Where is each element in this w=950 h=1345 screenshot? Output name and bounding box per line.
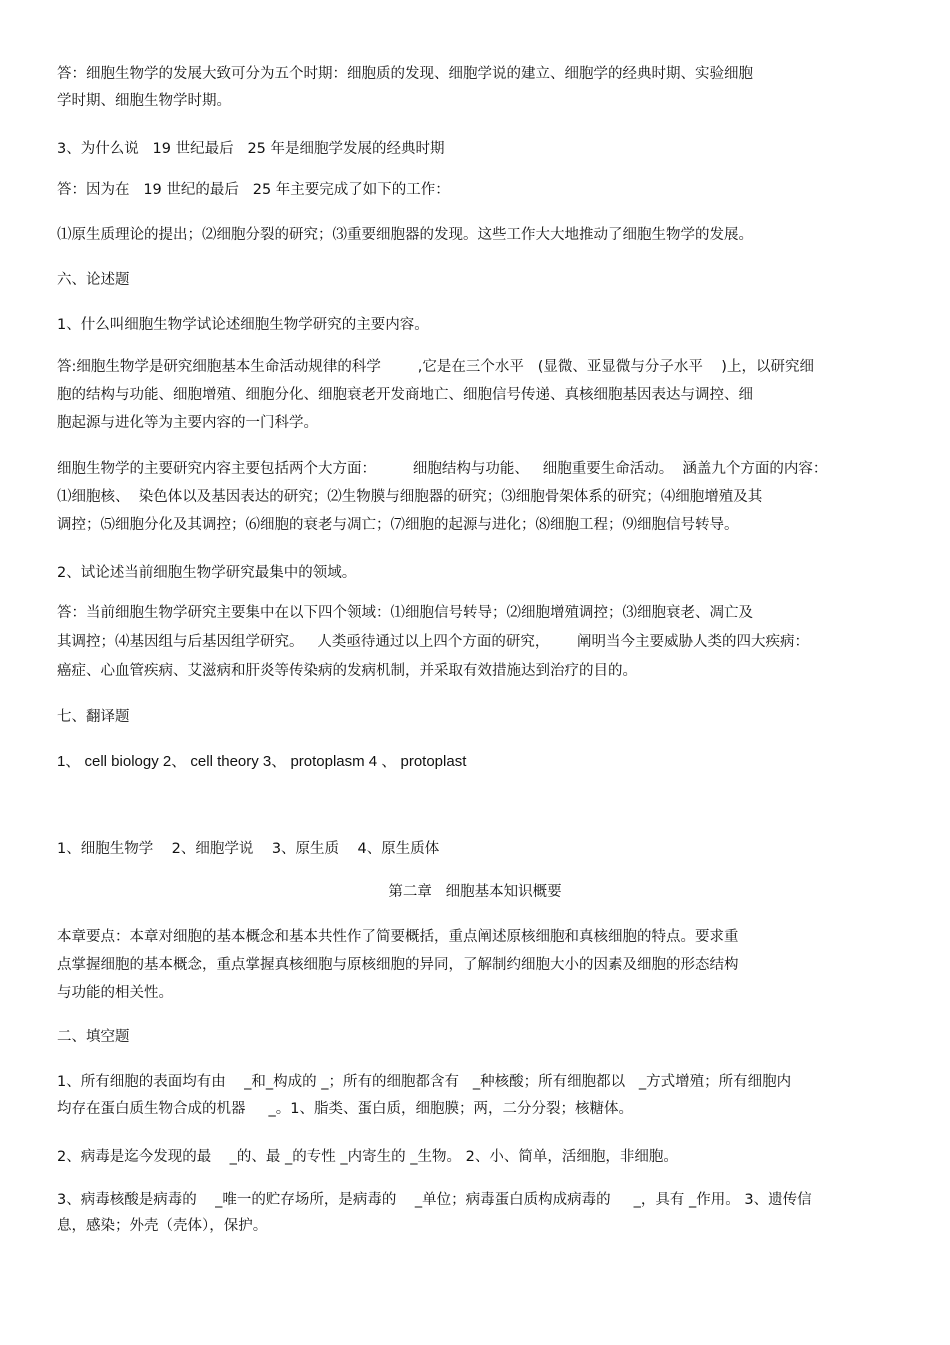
chapter-summary-line-2: 点掌握细胞的基本概念，重点掌握真核细胞与原核细胞的异同，了解制约细胞大小的因素及细胞的形态结构 [57,957,739,973]
translation-answers: 1、细胞生物学 2、细胞学说 3、原生质 4、原生质体 [57,841,440,857]
section-heading-essay: 六、论述题 [57,272,130,288]
translation-terms: 1、 cell biology 2、 cell theory 3、 protoplasm 4 、 protoplast [57,753,467,770]
chapter-summary-line-3: 与功能的相关性。 [57,985,173,1001]
essay-content-line-3: 调控；⑸细胞分化及其调控；⑹细胞的衰老与凋亡；⑺细胞的起源与进化；⑻细胞工程；⑼细胞信号转导。 [57,517,739,533]
essay-content-line-1: 细胞生物学的主要研究内容主要包括两个大方面： 细胞结构与功能、 细胞重要生命活动。 涵盖九个方面的内容： [57,461,828,477]
essay-answer-2-line-3: 癌症、心血管疾病、艾滋病和肝炎等传染病的发病机制，并采取有效措施达到治疗的目的。 [57,663,637,679]
section-heading-translation: 七、翻译题 [57,709,130,725]
answer-3-list: ⑴原生质理论的提出；⑵细胞分裂的研究；⑶重要细胞器的发现。这些工作大大地推动了细胞生物学的发展。 [57,227,753,243]
question-3: 3、为什么说 19 世纪最后 25 年是细胞学发展的经典时期 [57,141,445,157]
essay-answer-1-line-3: 胞起源与进化等为主要内容的一门科学。 [57,415,318,431]
chapter-summary-line-1: 本章要点：本章对细胞的基本概念和基本共性作了简要概括，重点阐述原核细胞和真核细胞的特点。要求重 [57,929,739,945]
fill-blank-3-line-1: 3、病毒核酸是病毒的 _唯一的贮存场所，是病毒的 _单位；病毒蛋白质构成病毒的 _，具有 _作用。 3、遗传信 [57,1192,812,1208]
answer-3-intro: 答：因为在 19 世纪的最后 25 年主要完成了如下的工作： [57,182,450,198]
essay-answer-2-line-2: 其调控；⑷基因组与后基因组学研究。 人类亟待通过以上四个方面的研究， 阐明当今主要威胁人类的四大疾病： [57,634,809,650]
essay-answer-1-line-2: 胞的结构与功能、细胞增殖、细胞分化、细胞衰老开发商地亡、细胞信号传递、真核细胞基因表达与调控、细 [57,387,753,403]
answer-periods-line-1: 答：细胞生物学的发展大致可分为五个时期：细胞质的发现、细胞学说的建立、细胞学的经典时期、实验细胞 [57,66,753,82]
essay-question-2: 2、试论述当前细胞生物学研究最集中的领域。 [57,565,357,581]
essay-question-1: 1、什么叫细胞生物学试论述细胞生物学研究的主要内容。 [57,317,429,333]
chapter-title: 第二章 细胞基本知识概要 [388,884,562,900]
essay-answer-1-line-1: 答:细胞生物学是研究细胞基本生命活动规律的科学 ,它是在三个水平 (显微、亚显微与分子水平 )上，以研究细 [57,359,814,375]
fill-blank-1-line-1: 1、所有细胞的表面均有由 _和_构成的 _；所有的细胞都含有 _种核酸；所有细胞都以 _方式增殖；所有细胞内 [57,1074,792,1090]
fill-blank-2: 2、病毒是迄今发现的最 _的、最 _的专性 _内寄生的 _生物。 2、小、简单，活细胞，非细胞。 [57,1149,678,1165]
answer-periods-line-2: 学时期、细胞生物学时期。 [57,93,231,109]
fill-blank-3-line-2: 息，感染；外壳（壳体），保护。 [57,1218,268,1234]
essay-answer-2-line-1: 答：当前细胞生物学研究主要集中在以下四个领域：⑴细胞信号转导；⑵细胞增殖调控；⑶细胞衰老、凋亡及 [57,605,753,621]
fill-blank-1-line-2: 均存在蛋白质生物合成的机器 _。1、脂类、蛋白质，细胞膜；两，二分分裂；核糖体。 [57,1101,634,1117]
essay-content-line-2: ⑴细胞核、 染色体以及基因表达的研究；⑵生物膜与细胞器的研究；⑶细胞骨架体系的研究；⑷细胞增殖及其 [57,489,763,505]
section-heading-fill-blank: 二、填空题 [57,1029,130,1045]
